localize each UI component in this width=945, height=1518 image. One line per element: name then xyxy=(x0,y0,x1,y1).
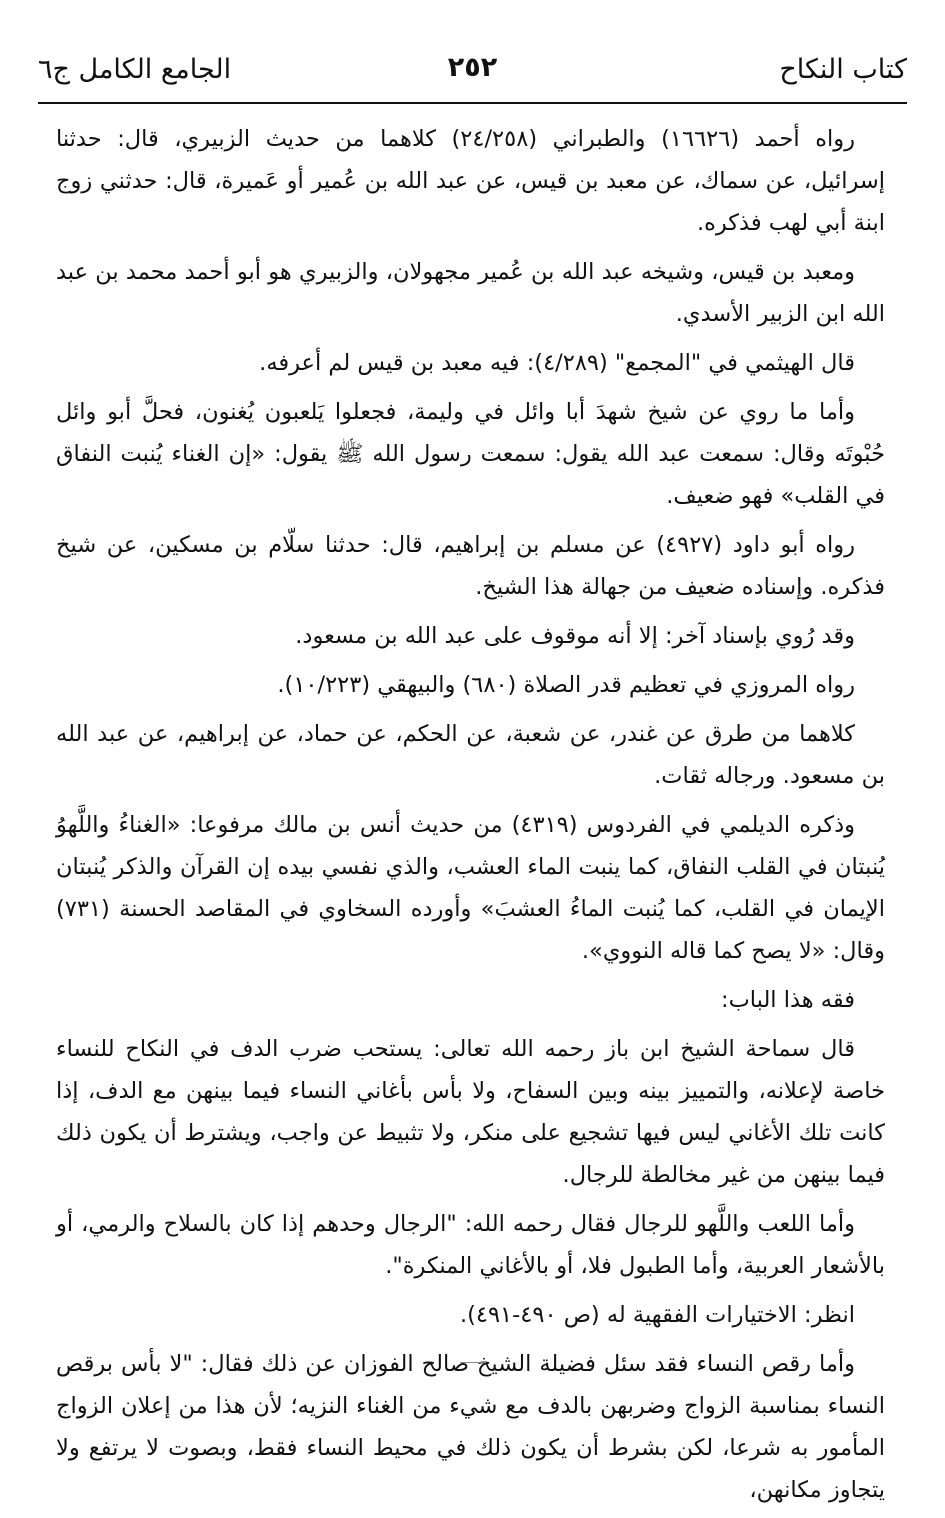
paragraph-takhrij-ahmad: رواه أحمد (١٦٦٢٦) والطبراني (٢٤/٢٥٨) كلاهما من حديث الزبيري، قال: حدثنا إسرائيل، عن سماك، عن معبد بن قيس، عن عبد الله بن عُمير أو عَميرة، قال: حدثني زوج ابنة أبي لهب فذكره. xyxy=(56,126,885,236)
paragraph-abu-dawud: رواه أبو داود (٤٩٢٧) عن مسلم بن إبراهيم، قال: حدثنا سلّام بن مسكين، عن شيخ فذكره. وإسناده ضعيف من جهالة هذا الشيخ. xyxy=(56,532,885,600)
paragraph-haythami: قال الهيثمي في "المجمع" (٤/٢٨٩): فيه معبد بن قيس لم أعرفه. xyxy=(259,350,855,376)
paragraph-fawzan: وأما رقص النساء فقد سئل فضيلة الشيخ صالح الفوزان عن ذلك فقال: "لا بأس برقص النساء بمناسبة الزواج وضربهن بالدف مع شيء من الغناء النزيه؛ لأن هذا من إعلان الزواج المأمور به شرعا، لكن بشرط أن يكون ذلك في محيط النساء فقط، وبصوت لا يرتفع ولا يتجاوز مكانهن، xyxy=(56,1351,885,1503)
paragraph-abu-wail-hadith: وأما ما روي عن شيخ شهدَ أبا وائل في وليمة، فجعلوا يَلعبون يُغنون، فحلَّ أبو وائل حُبْوتَه وقال: سمعت عبد الله يقول: سمعت رسول الله ﷺ يقول: «إن الغناء يُنبت النفاق في القلب» فهو ضعيف. xyxy=(56,399,885,509)
paragraph-marwazi: رواه المروزي في تعظيم قدر الصلاة (٦٨٠) والبيهقي (١٠/٢٢٣). xyxy=(277,672,855,698)
chapter-title: كتاب النكاح xyxy=(779,54,907,85)
paragraph-daylami: وذكره الديلمي في الفردوس (٤٣١٩) من حديث أنس بن مالك مرفوعا: «الغناءُ واللَّهوُ يُنبتان في القلب النفاق، كما ينبت الماء العشب، والذي نفسي بيده إن القرآن والذكر يُنبتان الإيمان في القلب، كما يُنبت الماءُ العشبَ» وأورده السخاوي في المقاصد الحسنة (٧٣١) وقال: «لا يصح كما قاله النووي». xyxy=(56,812,885,964)
paragraph-men-play: وأما اللعب واللَّهو للرجال فقال رحمه الله: "الرجال وحدهم إذا كان بالسلاح والرمي، أو بالأشعار العربية، وأما الطبول فلا، أو بالأغاني المنكرة". xyxy=(56,1211,885,1279)
paragraph-ibn-baz: قال سماحة الشيخ ابن باز رحمه الله تعالى: يستحب ضرب الدف في النكاح للنساء خاصة لإعلانه، والتمييز بينه وبين السفاح، ولا بأس بأغاني النساء فيما بينهن مع الدف، إذا كانت تلك الأغاني ليس فيها تشجيع على منكر، ولا تثبيط عن واجب، ويشترط أن يكون ذلك فيما بينهن من غير مخالطة للرجال. xyxy=(56,1036,885,1188)
section-heading-fiqh: فقه هذا الباب: xyxy=(721,987,855,1013)
paragraph-chain: كلاهما من طرق عن غندر، عن شعبة، عن الحكم، عن حماد، عن إبراهيم، عن عبد الله بن مسعود. ورجاله ثقات. xyxy=(56,721,885,789)
page-body xyxy=(56,118,885,1518)
book-title: الجامع الكامل ج٦ xyxy=(38,54,232,85)
paragraph-mawquf: وقد رُوي بإسناد آخر: إلا أنه موقوف على عبد الله بن مسعود. xyxy=(295,623,855,649)
paragraph-narrators-majhul: ومعبد بن قيس، وشيخه عبد الله بن عُمير مجهولان، والزبيري هو أبو أحمد محمد بن عبد الله ابن الزبير الأسدي. xyxy=(56,259,885,327)
header-divider xyxy=(38,102,907,104)
footer-mark xyxy=(460,1362,486,1363)
page-number: ٢٥٢ xyxy=(447,52,498,83)
paragraph-reference: انظر: الاختيارات الفقهية له (ص ٤٩٠-٤٩١). xyxy=(459,1302,855,1328)
page-header xyxy=(38,50,907,96)
